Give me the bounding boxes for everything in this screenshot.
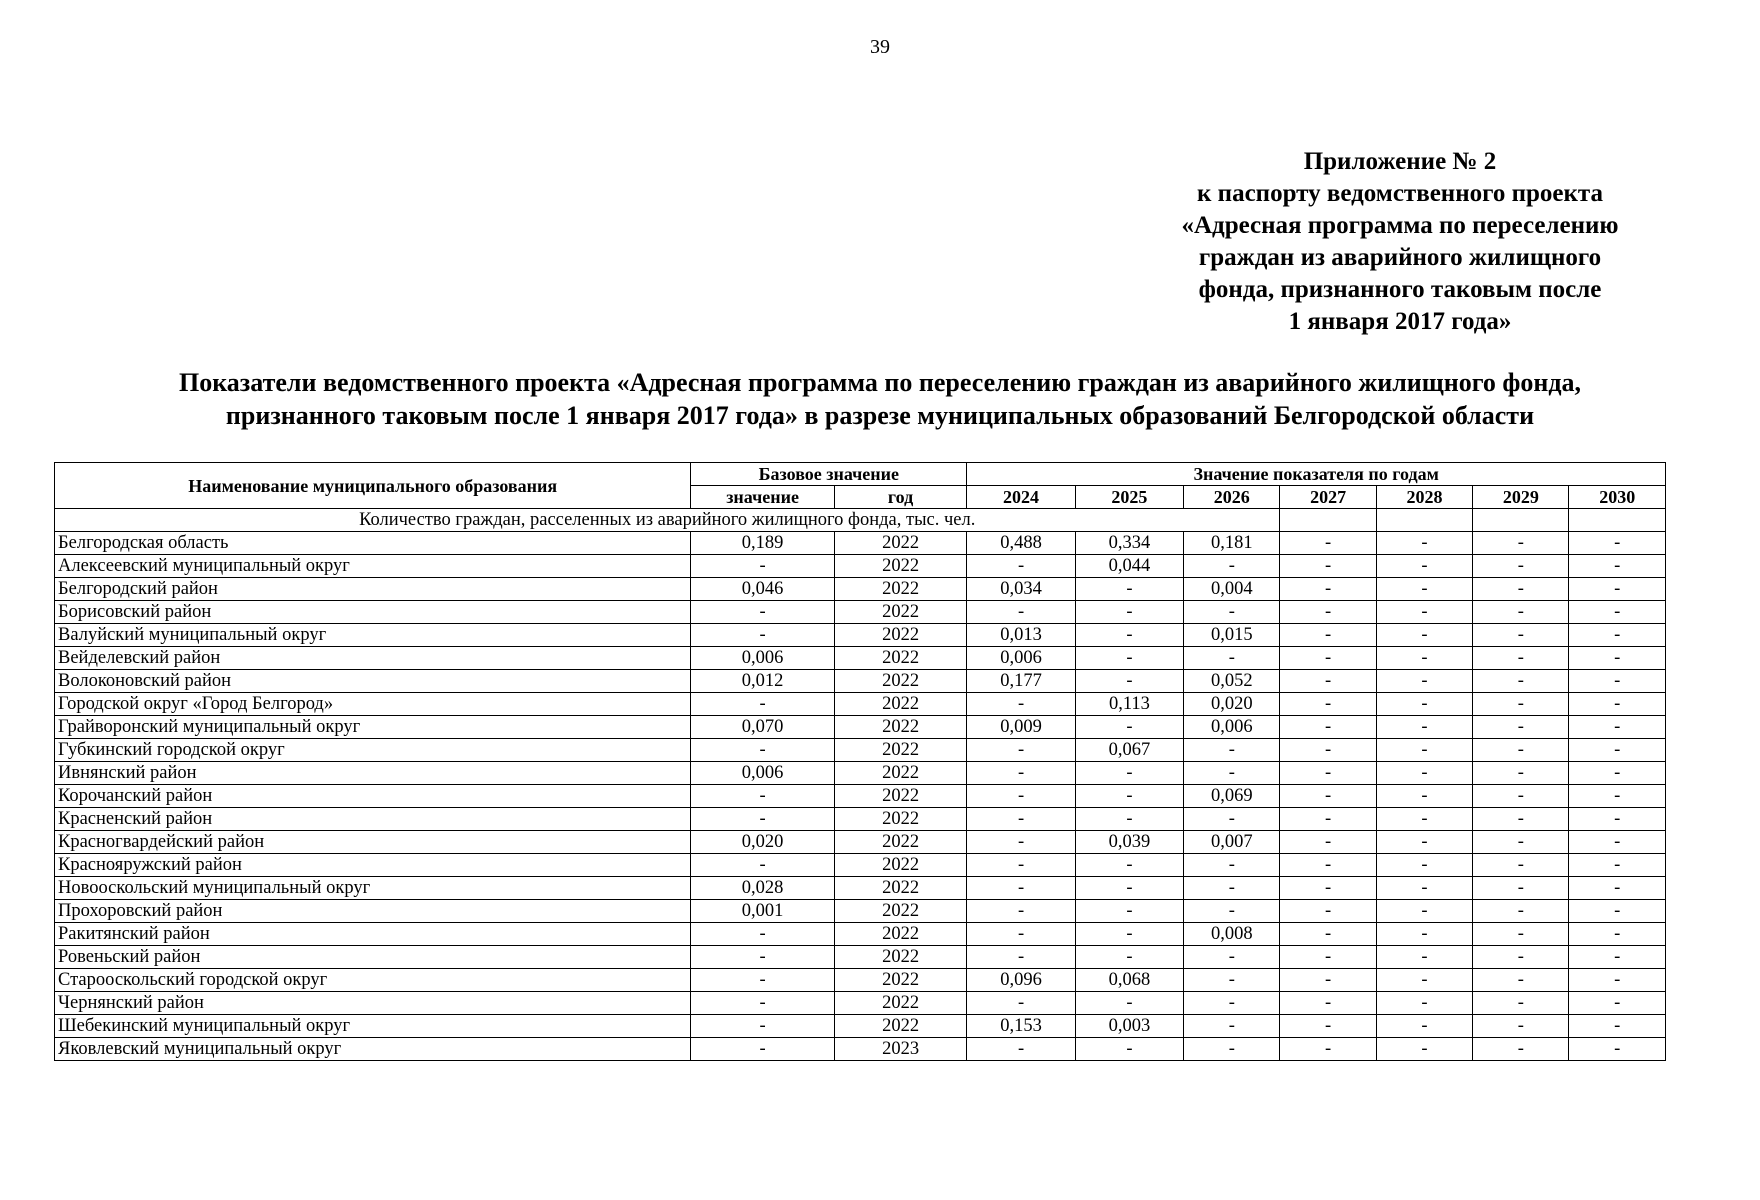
value-cell-base-value: - <box>691 601 835 624</box>
section-caption-row <box>55 509 1666 532</box>
value-cell-y2026: - <box>1184 808 1280 831</box>
table-row <box>55 532 1666 555</box>
value-cell-y2030: - <box>1569 532 1666 555</box>
value-cell-y2030: - <box>1569 647 1666 670</box>
value-cell-y2029: - <box>1473 578 1569 601</box>
value-cell-y2027: - <box>1280 946 1376 969</box>
value-cell-y2027: - <box>1280 624 1376 647</box>
table-row <box>55 716 1666 739</box>
value-cell-y2027: - <box>1280 877 1376 900</box>
value-cell-y2025: 0,113 <box>1075 693 1183 716</box>
value-cell-y2025: - <box>1075 647 1183 670</box>
municipality-name: Алексеевский муниципальный округ <box>55 555 691 578</box>
value-cell-y2025: - <box>1075 762 1183 785</box>
value-cell-y2025: - <box>1075 578 1183 601</box>
value-cell-y2029: - <box>1473 670 1569 693</box>
table-row <box>55 1015 1666 1038</box>
appendix-line: к паспорту ведомственного проекта <box>1197 180 1603 207</box>
municipality-name: Красногвардейский район <box>55 831 691 854</box>
value-cell-y2027: - <box>1280 785 1376 808</box>
value-cell-y2024: - <box>967 785 1075 808</box>
value-cell-y2030: - <box>1569 624 1666 647</box>
value-cell-base-value: 0,001 <box>691 900 835 923</box>
value-cell-base-year: 2022 <box>834 762 966 785</box>
value-cell-base-value: - <box>691 739 835 762</box>
table-row <box>55 808 1666 831</box>
value-cell-base-year: 2022 <box>834 739 966 762</box>
table-row <box>55 624 1666 647</box>
value-cell-y2027: - <box>1280 808 1376 831</box>
value-cell-y2025: 0,044 <box>1075 555 1183 578</box>
value-cell-y2025: 0,334 <box>1075 532 1183 555</box>
value-cell-y2026: - <box>1184 877 1280 900</box>
value-cell-y2030: - <box>1569 785 1666 808</box>
appendix-block <box>1120 146 1680 338</box>
value-cell-y2030: - <box>1569 1038 1666 1061</box>
value-cell-y2028: - <box>1376 969 1472 992</box>
value-cell-y2028: - <box>1376 762 1472 785</box>
value-cell-y2027: - <box>1280 670 1376 693</box>
value-cell-base-year: 2022 <box>834 877 966 900</box>
value-cell-y2028: - <box>1376 624 1472 647</box>
value-cell-y2026: - <box>1184 1038 1280 1061</box>
table-row <box>55 1038 1666 1061</box>
value-cell-y2028: - <box>1376 647 1472 670</box>
value-cell-y2026: - <box>1184 900 1280 923</box>
appendix-line: фонда, признанного таковым после <box>1198 276 1602 303</box>
table-row <box>55 601 1666 624</box>
table-body <box>55 509 1666 1061</box>
table-row <box>55 877 1666 900</box>
value-cell-y2025: - <box>1075 624 1183 647</box>
header-year: 2027 <box>1280 486 1376 509</box>
value-cell-y2026: 0,004 <box>1184 578 1280 601</box>
value-cell-y2026: - <box>1184 854 1280 877</box>
value-cell-y2030: - <box>1569 877 1666 900</box>
value-cell-y2024: - <box>967 601 1075 624</box>
value-cell-y2030: - <box>1569 969 1666 992</box>
value-cell-y2029: - <box>1473 647 1569 670</box>
table-row <box>55 762 1666 785</box>
value-cell-base-value: 0,189 <box>691 532 835 555</box>
municipality-name: Прохоровский район <box>55 900 691 923</box>
value-cell-y2029: - <box>1473 992 1569 1015</box>
value-cell-y2026: 0,007 <box>1184 831 1280 854</box>
value-cell-y2030: - <box>1569 992 1666 1015</box>
municipality-name: Ракитянский район <box>55 923 691 946</box>
municipality-name: Белгородская область <box>55 532 691 555</box>
value-cell-y2028: - <box>1376 532 1472 555</box>
value-cell-y2029: - <box>1473 923 1569 946</box>
value-cell-y2029: - <box>1473 624 1569 647</box>
value-cell-y2025: 0,067 <box>1075 739 1183 762</box>
value-cell-y2025: - <box>1075 808 1183 831</box>
value-cell-y2024: 0,096 <box>967 969 1075 992</box>
table-row <box>55 739 1666 762</box>
value-cell-y2024: - <box>967 762 1075 785</box>
value-cell-base-value: 0,046 <box>691 578 835 601</box>
value-cell-base-year: 2022 <box>834 647 966 670</box>
value-cell-y2030: - <box>1569 946 1666 969</box>
value-cell-y2030: - <box>1569 1015 1666 1038</box>
value-cell-base-year: 2022 <box>834 992 966 1015</box>
table-row <box>55 854 1666 877</box>
value-cell-y2025: - <box>1075 785 1183 808</box>
value-cell-base-value: - <box>691 854 835 877</box>
header-name: Наименование муниципального образования <box>55 463 691 509</box>
value-cell-y2029: - <box>1473 1015 1569 1038</box>
value-cell-y2028: - <box>1376 739 1472 762</box>
value-cell-y2027: - <box>1280 693 1376 716</box>
table-row <box>55 555 1666 578</box>
municipality-name: Чернянский район <box>55 992 691 1015</box>
value-cell-y2027: - <box>1280 739 1376 762</box>
value-cell-y2026: - <box>1184 647 1280 670</box>
value-cell-y2025: 0,039 <box>1075 831 1183 854</box>
value-cell-y2026: - <box>1184 1015 1280 1038</box>
value-cell-base-value: - <box>691 923 835 946</box>
empty-cell <box>1376 509 1472 532</box>
value-cell-y2029: - <box>1473 555 1569 578</box>
value-cell-y2028: - <box>1376 923 1472 946</box>
value-cell-base-value: 0,012 <box>691 670 835 693</box>
value-cell-y2027: - <box>1280 555 1376 578</box>
value-cell-y2029: - <box>1473 785 1569 808</box>
title-line-1: Показатели ведомственного проекта «Адресная программа по переселению граждан из аварийного жилищного фонда, <box>179 368 1581 397</box>
value-cell-y2029: - <box>1473 946 1569 969</box>
indicators-table <box>54 462 1666 1061</box>
value-cell-base-value: 0,006 <box>691 647 835 670</box>
value-cell-base-year: 2022 <box>834 532 966 555</box>
value-cell-y2029: - <box>1473 808 1569 831</box>
value-cell-y2028: - <box>1376 716 1472 739</box>
value-cell-y2029: - <box>1473 900 1569 923</box>
header-year: 2025 <box>1075 486 1183 509</box>
municipality-name: Старооскольский городской округ <box>55 969 691 992</box>
appendix-line: Приложение № 2 <box>1303 148 1497 175</box>
value-cell-y2027: - <box>1280 762 1376 785</box>
empty-cell <box>1569 509 1666 532</box>
municipality-name: Шебекинский муниципальный округ <box>55 1015 691 1038</box>
value-cell-y2024: - <box>967 877 1075 900</box>
header-row-1 <box>55 463 1666 486</box>
value-cell-base-value: - <box>691 693 835 716</box>
empty-cell <box>1473 509 1569 532</box>
value-cell-y2028: - <box>1376 555 1472 578</box>
table-row <box>55 946 1666 969</box>
table-row <box>55 693 1666 716</box>
value-cell-base-year: 2023 <box>834 1038 966 1061</box>
municipality-name: Валуйский муниципальный округ <box>55 624 691 647</box>
value-cell-base-year: 2022 <box>834 716 966 739</box>
value-cell-y2028: - <box>1376 693 1472 716</box>
value-cell-y2030: - <box>1569 555 1666 578</box>
municipality-name: Борисовский район <box>55 601 691 624</box>
value-cell-y2029: - <box>1473 739 1569 762</box>
value-cell-y2030: - <box>1569 762 1666 785</box>
header-year: 2030 <box>1569 486 1666 509</box>
value-cell-y2025: 0,068 <box>1075 969 1183 992</box>
value-cell-y2026: 0,069 <box>1184 785 1280 808</box>
value-cell-y2030: - <box>1569 578 1666 601</box>
value-cell-y2026: 0,020 <box>1184 693 1280 716</box>
value-cell-base-year: 2022 <box>834 831 966 854</box>
municipality-name: Губкинский городской округ <box>55 739 691 762</box>
value-cell-base-year: 2022 <box>834 946 966 969</box>
value-cell-y2026: - <box>1184 969 1280 992</box>
value-cell-y2024: - <box>967 923 1075 946</box>
value-cell-y2030: - <box>1569 923 1666 946</box>
value-cell-y2024: - <box>967 854 1075 877</box>
value-cell-y2025: - <box>1075 601 1183 624</box>
value-cell-y2026: 0,008 <box>1184 923 1280 946</box>
header-year: 2028 <box>1376 486 1472 509</box>
value-cell-y2024: 0,177 <box>967 670 1075 693</box>
table-row <box>55 670 1666 693</box>
value-cell-y2028: - <box>1376 670 1472 693</box>
value-cell-base-value: 0,020 <box>691 831 835 854</box>
value-cell-base-value: - <box>691 1038 835 1061</box>
header-year: 2024 <box>967 486 1075 509</box>
municipality-name: Красненский район <box>55 808 691 831</box>
value-cell-y2025: - <box>1075 877 1183 900</box>
value-cell-y2026: 0,006 <box>1184 716 1280 739</box>
value-cell-y2027: - <box>1280 900 1376 923</box>
value-cell-y2025: - <box>1075 854 1183 877</box>
value-cell-base-year: 2022 <box>834 624 966 647</box>
value-cell-y2024: 0,153 <box>967 1015 1075 1038</box>
value-cell-y2029: - <box>1473 854 1569 877</box>
value-cell-y2028: - <box>1376 785 1472 808</box>
table-row <box>55 785 1666 808</box>
document-title <box>60 366 1700 432</box>
value-cell-y2029: - <box>1473 532 1569 555</box>
value-cell-base-value: - <box>691 624 835 647</box>
value-cell-y2029: - <box>1473 1038 1569 1061</box>
header-year: 2026 <box>1184 486 1280 509</box>
value-cell-y2030: - <box>1569 854 1666 877</box>
value-cell-y2027: - <box>1280 601 1376 624</box>
title-line-2: признанного таковым после 1 января 2017 года» в разрезе муниципальных образований Белгородской области <box>225 401 1535 430</box>
value-cell-y2026: 0,052 <box>1184 670 1280 693</box>
table-row <box>55 923 1666 946</box>
table-row <box>55 578 1666 601</box>
value-cell-y2026: - <box>1184 555 1280 578</box>
header-base-year: год <box>834 486 966 509</box>
value-cell-y2024: - <box>967 693 1075 716</box>
value-cell-y2024: - <box>967 808 1075 831</box>
value-cell-y2027: - <box>1280 969 1376 992</box>
table-row <box>55 647 1666 670</box>
value-cell-y2030: - <box>1569 670 1666 693</box>
value-cell-y2028: - <box>1376 578 1472 601</box>
table-row <box>55 969 1666 992</box>
value-cell-y2027: - <box>1280 831 1376 854</box>
value-cell-base-value: 0,070 <box>691 716 835 739</box>
header-year: 2029 <box>1473 486 1569 509</box>
header-base-value: значение <box>691 486 835 509</box>
value-cell-y2025: - <box>1075 670 1183 693</box>
value-cell-y2027: - <box>1280 532 1376 555</box>
value-cell-y2028: - <box>1376 808 1472 831</box>
value-cell-y2028: - <box>1376 992 1472 1015</box>
value-cell-y2024: 0,034 <box>967 578 1075 601</box>
table-row <box>55 992 1666 1015</box>
value-cell-y2028: - <box>1376 946 1472 969</box>
value-cell-base-value: - <box>691 555 835 578</box>
value-cell-y2027: - <box>1280 992 1376 1015</box>
value-cell-y2028: - <box>1376 601 1472 624</box>
value-cell-base-year: 2022 <box>834 555 966 578</box>
value-cell-base-year: 2022 <box>834 854 966 877</box>
value-cell-y2027: - <box>1280 578 1376 601</box>
value-cell-base-year: 2022 <box>834 1015 966 1038</box>
municipality-name: Грайворонский муниципальный округ <box>55 716 691 739</box>
value-cell-y2030: - <box>1569 739 1666 762</box>
header-years-group: Значение показателя по годам <box>967 463 1666 486</box>
value-cell-y2025: - <box>1075 946 1183 969</box>
value-cell-y2024: - <box>967 555 1075 578</box>
value-cell-y2029: - <box>1473 762 1569 785</box>
value-cell-y2025: - <box>1075 716 1183 739</box>
value-cell-y2027: - <box>1280 854 1376 877</box>
value-cell-y2027: - <box>1280 647 1376 670</box>
value-cell-y2029: - <box>1473 601 1569 624</box>
value-cell-y2024: - <box>967 1038 1075 1061</box>
municipality-name: Волоконовский район <box>55 670 691 693</box>
value-cell-y2027: - <box>1280 923 1376 946</box>
value-cell-y2024: - <box>967 900 1075 923</box>
municipality-name: Белгородский район <box>55 578 691 601</box>
value-cell-y2030: - <box>1569 601 1666 624</box>
value-cell-base-value: - <box>691 1015 835 1038</box>
value-cell-y2030: - <box>1569 900 1666 923</box>
value-cell-y2028: - <box>1376 900 1472 923</box>
value-cell-base-value: - <box>691 808 835 831</box>
appendix-line: 1 января 2017 года» <box>1288 308 1512 335</box>
municipality-name: Ровеньский район <box>55 946 691 969</box>
municipality-name: Городской округ «Город Белгород» <box>55 693 691 716</box>
value-cell-base-year: 2022 <box>834 785 966 808</box>
value-cell-y2026: 0,181 <box>1184 532 1280 555</box>
value-cell-y2030: - <box>1569 716 1666 739</box>
value-cell-base-year: 2022 <box>834 670 966 693</box>
value-cell-y2025: - <box>1075 923 1183 946</box>
value-cell-base-year: 2022 <box>834 601 966 624</box>
value-cell-y2025: 0,003 <box>1075 1015 1183 1038</box>
value-cell-y2026: - <box>1184 946 1280 969</box>
value-cell-y2024: - <box>967 946 1075 969</box>
value-cell-y2025: - <box>1075 900 1183 923</box>
value-cell-y2026: 0,015 <box>1184 624 1280 647</box>
value-cell-y2024: 0,009 <box>967 716 1075 739</box>
page-number: 39 <box>870 36 890 58</box>
value-cell-base-value: - <box>691 946 835 969</box>
value-cell-y2030: - <box>1569 693 1666 716</box>
value-cell-base-year: 2022 <box>834 693 966 716</box>
value-cell-y2024: 0,013 <box>967 624 1075 647</box>
value-cell-y2029: - <box>1473 693 1569 716</box>
value-cell-y2024: - <box>967 739 1075 762</box>
municipality-name: Яковлевский муниципальный округ <box>55 1038 691 1061</box>
value-cell-base-year: 2022 <box>834 808 966 831</box>
value-cell-y2026: - <box>1184 762 1280 785</box>
value-cell-y2024: 0,006 <box>967 647 1075 670</box>
value-cell-y2026: - <box>1184 739 1280 762</box>
municipality-name: Новооскольский муниципальный округ <box>55 877 691 900</box>
value-cell-base-value: 0,006 <box>691 762 835 785</box>
value-cell-y2030: - <box>1569 808 1666 831</box>
value-cell-base-year: 2022 <box>834 578 966 601</box>
value-cell-y2029: - <box>1473 877 1569 900</box>
value-cell-y2026: - <box>1184 601 1280 624</box>
value-cell-y2029: - <box>1473 831 1569 854</box>
appendix-line: граждан из аварийного жилищного <box>1198 244 1602 271</box>
value-cell-y2028: - <box>1376 854 1472 877</box>
value-cell-y2025: - <box>1075 1038 1183 1061</box>
table-row <box>55 900 1666 923</box>
value-cell-y2024: 0,488 <box>967 532 1075 555</box>
value-cell-base-value: - <box>691 992 835 1015</box>
empty-cell <box>1280 509 1376 532</box>
municipality-name: Вейделевский район <box>55 647 691 670</box>
municipality-name: Корочанский район <box>55 785 691 808</box>
value-cell-y2027: - <box>1280 1015 1376 1038</box>
value-cell-y2028: - <box>1376 877 1472 900</box>
value-cell-y2025: - <box>1075 992 1183 1015</box>
header-base-group: Базовое значение <box>691 463 967 486</box>
value-cell-base-value: - <box>691 969 835 992</box>
value-cell-y2028: - <box>1376 1015 1472 1038</box>
value-cell-y2030: - <box>1569 831 1666 854</box>
value-cell-y2026: - <box>1184 992 1280 1015</box>
value-cell-base-value: - <box>691 785 835 808</box>
value-cell-base-year: 2022 <box>834 900 966 923</box>
appendix-line: «Адресная программа по переселению <box>1181 212 1619 239</box>
value-cell-y2024: - <box>967 831 1075 854</box>
table-row <box>55 831 1666 854</box>
value-cell-y2028: - <box>1376 831 1472 854</box>
value-cell-base-year: 2022 <box>834 923 966 946</box>
value-cell-y2027: - <box>1280 1038 1376 1061</box>
municipality-name: Ивнянский район <box>55 762 691 785</box>
value-cell-y2027: - <box>1280 716 1376 739</box>
section-caption: Количество граждан, расселенных из аварийного жилищного фонда, тыс. чел. <box>55 509 1280 532</box>
value-cell-base-value: 0,028 <box>691 877 835 900</box>
municipality-name: Краснояружский район <box>55 854 691 877</box>
value-cell-y2028: - <box>1376 1038 1472 1061</box>
value-cell-y2029: - <box>1473 969 1569 992</box>
value-cell-y2024: - <box>967 992 1075 1015</box>
value-cell-base-year: 2022 <box>834 969 966 992</box>
value-cell-y2029: - <box>1473 716 1569 739</box>
